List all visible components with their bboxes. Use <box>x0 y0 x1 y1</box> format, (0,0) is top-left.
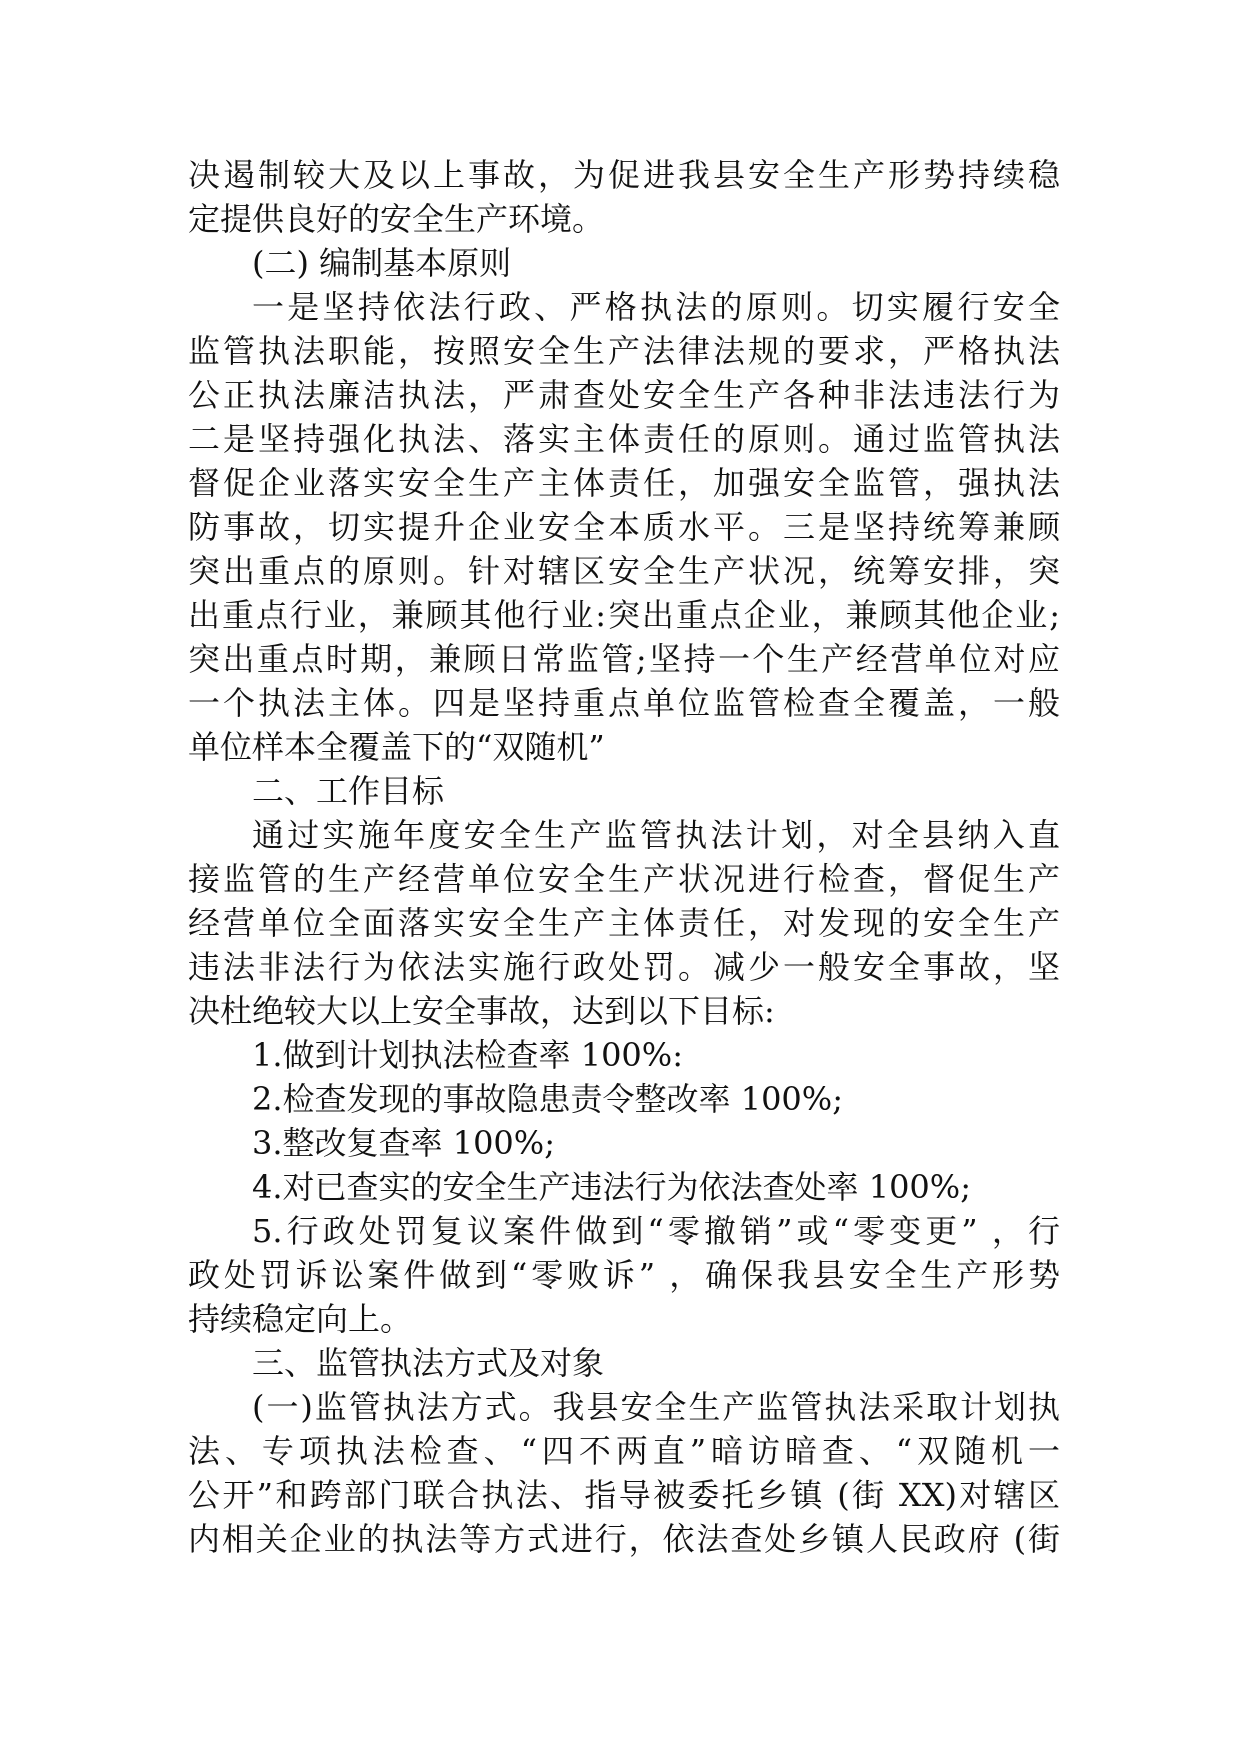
text-line: 单位样本全覆盖下的“双随机” <box>188 728 605 766</box>
text-line: 一是坚持依法行政、严格执法的原则。切实履行安全 <box>252 288 1060 326</box>
text-line: 二、工作目标 <box>252 772 445 810</box>
text-line: 法、专项执法检查、“四不两直”暗访暗查、“双随机一 <box>188 1432 1060 1470</box>
text-line: 2.检查发现的事故隐患责令整改率 100%; <box>252 1080 843 1118</box>
text-line: 决杜绝较大以上安全事故，达到以下目标: <box>188 992 775 1030</box>
text-line: 公开”和跨部门联合执法、指导被委托乡镇 (街 XX)对辖区 <box>188 1476 1060 1514</box>
text-line: 一个执法主体。四是坚持重点单位监管检查全覆盖，一般 <box>188 684 1060 722</box>
text-line: 5.行政处罚复议案件做到“零撤销”或“零变更” ，行 <box>252 1212 1060 1250</box>
text-line: 突出重点时期，兼顾日常监管;坚持一个生产经营单位对应 <box>188 640 1060 678</box>
text-line: 决遏制较大及以上事故，为促进我县安全生产形势持续稳 <box>188 156 1060 194</box>
text-line: 公正执法廉洁执法，严肃查处安全生产各种非法违法行为 <box>188 376 1060 414</box>
text-line: 政处罚诉讼案件做到“零败诉” ，确保我县安全生产形势 <box>188 1256 1060 1294</box>
text-line: 内相关企业的执法等方式进行，依法查处乡镇人民政府 (街 <box>188 1520 1060 1558</box>
text-line: 接监管的生产经营单位安全生产状况进行检查，督促生产 <box>188 860 1060 898</box>
document-body <box>188 153 1060 1561</box>
text-line: 定提供良好的安全生产环境。 <box>188 200 605 238</box>
text-line: 防事故，切实提升企业安全本质水平。三是坚持统筹兼顾 <box>188 508 1060 546</box>
text-line: 监管执法职能，按照安全生产法律法规的要求，严格执法 <box>188 332 1060 370</box>
text-line: 违法非法行为依法实施行政处罚。减少一般安全事故，坚 <box>188 948 1060 986</box>
text-line: (一)监管执法方式。我县安全生产监管执法采取计划执 <box>252 1388 1060 1426</box>
text-line: 三、监管执法方式及对象 <box>252 1344 605 1382</box>
text-line: (二) 编制基本原则 <box>252 244 512 282</box>
text-line: 突出重点的原则。针对辖区安全生产状况，统筹安排，突 <box>188 552 1060 590</box>
text-line: 1.做到计划执法检查率 100%: <box>252 1036 683 1074</box>
text-line: 二是坚持强化执法、落实主体责任的原则。通过监管执法 <box>188 420 1060 458</box>
text-line: 通过实施年度安全生产监管执法计划，对全县纳入直 <box>252 816 1060 854</box>
text-line: 4.对已查实的安全生产违法行为依法查处率 100%; <box>252 1168 971 1206</box>
text-line: 经营单位全面落实安全生产主体责任，对发现的安全生产 <box>188 904 1060 942</box>
text-line: 持续稳定向上。 <box>188 1300 413 1338</box>
text-line: 督促企业落实安全生产主体责任，加强安全监管，强执法 <box>188 464 1060 502</box>
text-line: 出重点行业，兼顾其他行业:突出重点企业，兼顾其他企业; <box>188 596 1060 634</box>
text-line: 3.整改复查率 100%; <box>252 1124 555 1162</box>
